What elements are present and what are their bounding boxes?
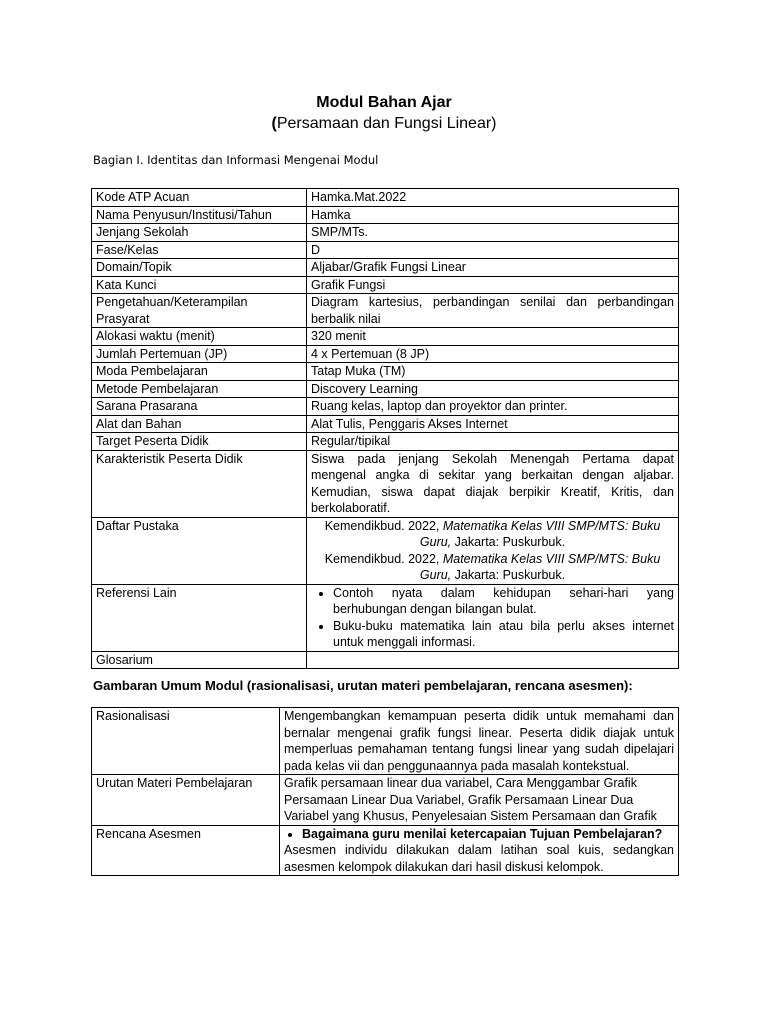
row-value: Alat Tulis, Penggaris Akses Internet xyxy=(307,415,679,433)
table-row xyxy=(92,651,679,669)
reference-item: Kemendikbud. 2022, Matematika Kelas VIII SMP/MTS: Buku Guru, Jakarta: Puskurbuk. xyxy=(324,551,661,582)
row-value: Regular/tipikal xyxy=(307,433,679,451)
row-key: Jumlah Pertemuan (JP) xyxy=(92,345,307,363)
row-key: Sarana Prasarana xyxy=(92,398,307,416)
row-value: Hamka.Mat.2022 xyxy=(307,189,679,207)
table-row xyxy=(92,415,679,433)
table-row xyxy=(92,345,679,363)
row-key: Kode ATP Acuan xyxy=(92,189,307,207)
row-key: Moda Pembelajaran xyxy=(92,363,307,381)
daftar-pustaka-value xyxy=(307,517,679,584)
row-key: Glosarium xyxy=(92,651,307,669)
table-row xyxy=(92,259,679,277)
table-row xyxy=(92,450,679,517)
table-row xyxy=(92,775,679,826)
row-key: Fase/Kelas xyxy=(92,241,307,259)
referensi-lain-value xyxy=(307,584,679,651)
row-value: Tatap Muka (TM) xyxy=(307,363,679,381)
row-key: Karakteristik Peserta Didik xyxy=(92,450,307,517)
row-key: Alat dan Bahan xyxy=(92,415,307,433)
list-item: • Contoh nyata dalam kehidupan sehari-hari yang berhubungan dengan bilangan bulat. xyxy=(333,585,674,618)
overview-table xyxy=(91,707,679,876)
module-subtitle xyxy=(0,115,768,133)
table-row xyxy=(92,294,679,328)
row-value: Discovery Learning xyxy=(307,380,679,398)
module-title: Modul Bahan Ajar xyxy=(316,94,452,111)
table-row xyxy=(92,584,679,651)
row-value: SMP/MTs. xyxy=(307,224,679,242)
glosarium-value xyxy=(307,651,679,669)
table-row xyxy=(92,241,679,259)
identity-table xyxy=(91,188,679,669)
row-value: Ruang kelas, laptop dan proyektor dan printer. xyxy=(307,398,679,416)
table-row xyxy=(92,825,679,876)
asesmen-text: Asesmen individu dilakukan dalam latihan soal kuis, sedangkan asesmen kelompok dilakukan dari hasil diskusi kelompok. xyxy=(284,843,674,874)
subtitle-open-paren: ( xyxy=(271,115,277,132)
section2-heading: Gambaran Umum Modul (rasionalisasi, urutan materi pembelajaran, rencana asesmen): xyxy=(93,678,633,693)
row-key: Domain/Topik xyxy=(92,259,307,277)
row-key: Kata Kunci xyxy=(92,276,307,294)
table-row xyxy=(92,189,679,207)
table-row xyxy=(92,206,679,224)
row-value: 320 menit xyxy=(307,328,679,346)
row-key: Rasionalisasi xyxy=(92,708,280,775)
reference-item: Kemendikbud. 2022, Matematika Kelas VIII SMP/MTS: Buku Guru, Jakarta: Puskurbuk. xyxy=(324,518,661,549)
rasionalisasi-value: Mengembangkan kemampuan peserta didik untuk memahami dan bernalar mengenai grafik fungsi linear. Peserta didik diajak untuk memperluas pemahaman tentang fungsi linear yang sudah dipelajari pada kelas vii dan penggunaannya pada masalah kontekstual. xyxy=(280,708,679,775)
list-item: • Bagaimana guru menilai ketercapaian Tujuan Pembelajaran? xyxy=(302,826,674,843)
row-value: Siswa pada jenjang Sekolah Menengah Pertama dapat mengenal angka di sekitar yang berkaitan dengan aljabar. Kemudian, siswa dapat diajak berpikir Kreatif, Kritis, dan berkolaboratif. xyxy=(307,450,679,517)
table-row xyxy=(92,380,679,398)
row-key: Pengetahuan/Keterampilan Prasyarat xyxy=(92,294,307,328)
row-key: Nama Penyusun/Institusi/Tahun xyxy=(92,206,307,224)
row-key: Alokasi waktu (menit) xyxy=(92,328,307,346)
table-row xyxy=(92,363,679,381)
row-key: Jenjang Sekolah xyxy=(92,224,307,242)
row-key: Rencana Asesmen xyxy=(92,825,280,876)
table-row xyxy=(92,276,679,294)
subtitle-text: Persamaan dan Fungsi Linear) xyxy=(276,115,497,132)
urutan-value: Grafik persamaan linear dua variabel, Cara Menggambar Grafik Persamaan Linear Dua Variabel, Grafik Persamaan Linear Dua Variabel yang Khusus, Penyelesaian Sistem Persamaan dan Grafik xyxy=(280,775,679,826)
row-value: Hamka xyxy=(307,206,679,224)
table-row xyxy=(92,398,679,416)
row-value: Grafik Fungsi xyxy=(307,276,679,294)
row-key: Referensi Lain xyxy=(92,584,307,651)
list-item: • Buku-buku matematika lain atau bila perlu akses internet untuk menggali informasi. xyxy=(333,618,674,651)
section1-heading: Bagian I. Identitas dan Informasi Mengenai Modul xyxy=(93,153,379,167)
row-key: Metode Pembelajaran xyxy=(92,380,307,398)
table-row xyxy=(92,433,679,451)
row-key: Daftar Pustaka xyxy=(92,517,307,584)
row-value: Diagram kartesius, perbandingan senilai dan perbandingan berbalik nilai xyxy=(307,294,679,328)
row-key: Urutan Materi Pembelajaran xyxy=(92,775,280,826)
row-value: 4 x Pertemuan (8 JP) xyxy=(307,345,679,363)
row-value: D xyxy=(307,241,679,259)
row-key: Target Peserta Didik xyxy=(92,433,307,451)
table-row xyxy=(92,328,679,346)
row-value: Aljabar/Grafik Fungsi Linear xyxy=(307,259,679,277)
table-row xyxy=(92,708,679,775)
asesmen-value xyxy=(280,825,679,876)
table-row xyxy=(92,224,679,242)
table-row xyxy=(92,517,679,584)
